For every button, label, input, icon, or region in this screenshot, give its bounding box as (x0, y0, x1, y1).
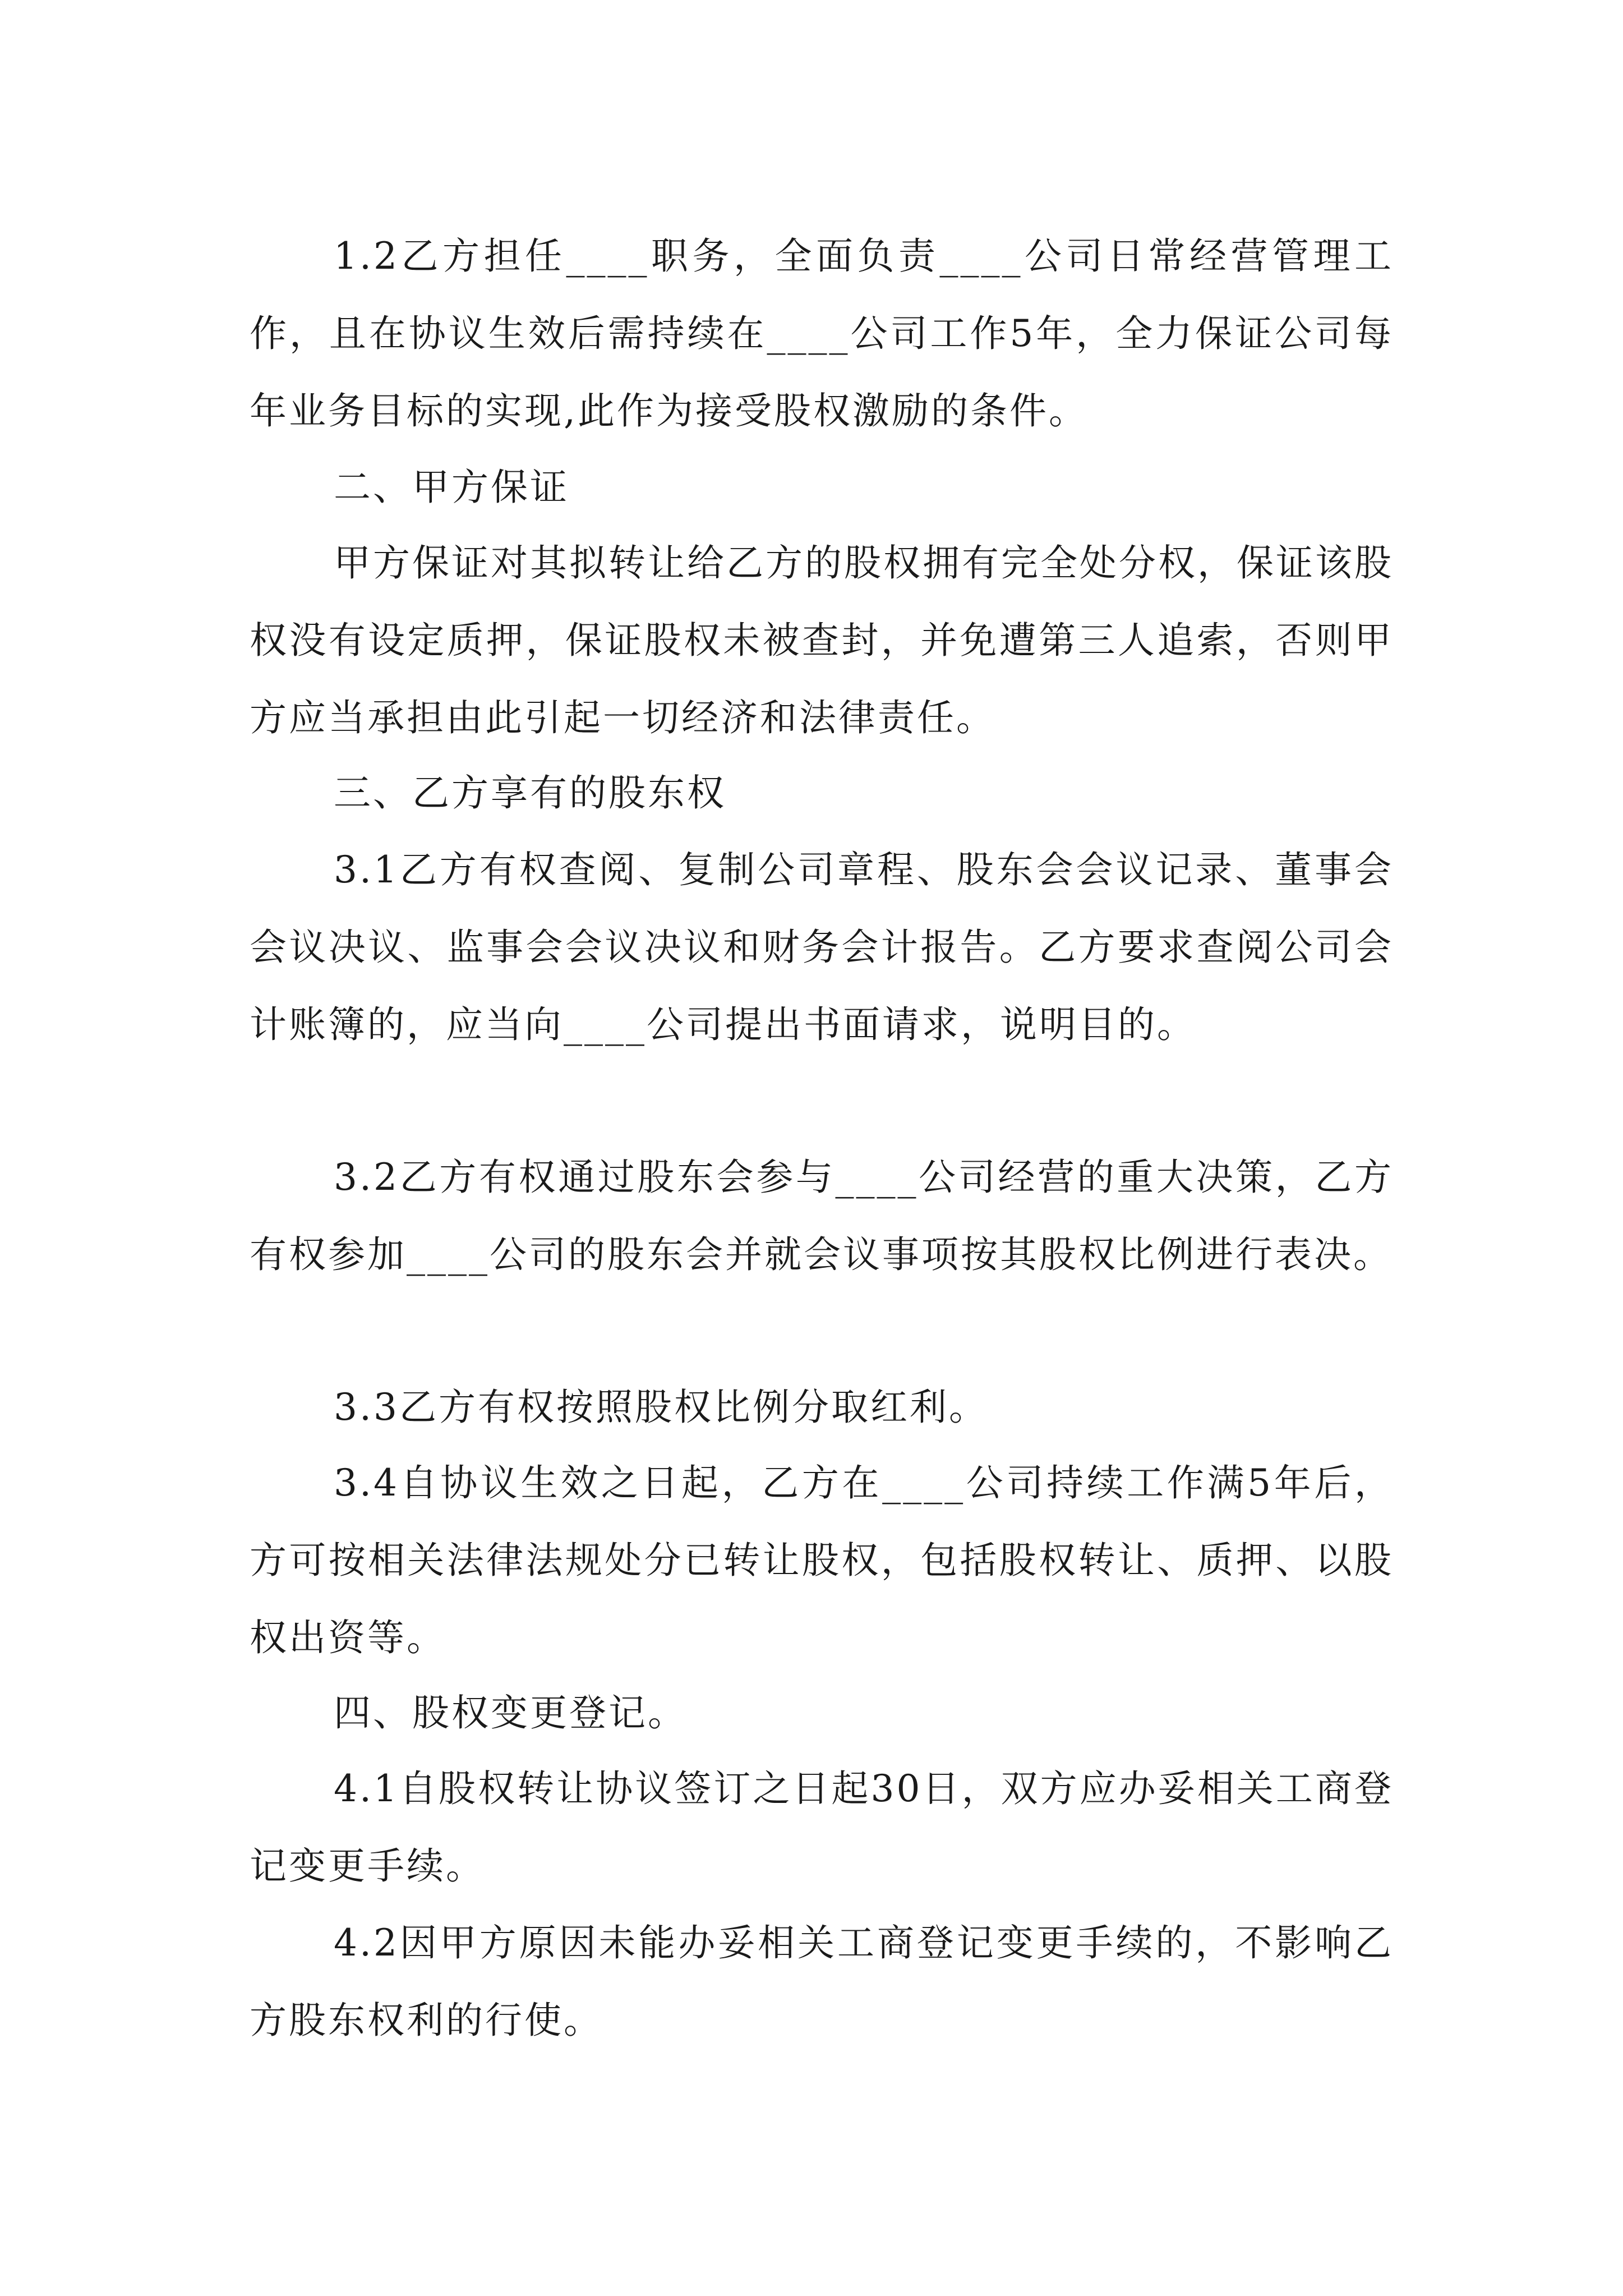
clause-4-1-paragraph: 4.1自股权转让协议签订之日起30日，双方应办妥相关工商登记变更手续。 (250, 1767, 1394, 1888)
clause-3-4-paragraph: 3.4自协议生效之日起，乙方在____公司持续工作满5年后，方可按相关法律法规处分已转让股权，包括股权转让、质押、以股权出资等。 (250, 1461, 1394, 1659)
clause-3-3-paragraph: 3.3乙方有权按照股权比例分取红利。 (334, 1386, 988, 1429)
clause-4-2-paragraph: 4.2因甲方原因未能办妥相关工商登记变更手续的，不影响乙方股东权利的行使。 (250, 1921, 1394, 2042)
section-2-heading: 二、甲方保证 (334, 466, 569, 509)
clause-3-2-paragraph: 3.2乙方有权通过股东会参与____公司经营的重大决策，乙方有权参加____公司的股东会并就会议事项按其股权比例进行表决。 (250, 1156, 1394, 1276)
section-2-paragraph: 甲方保证对其拟转让给乙方的股权拥有完全处分权，保证该股权没有设定质押，保证股权未被查封，并免遭第三人追索，否则甲方应当承担由此引起一切经济和法律责任。 (250, 541, 1394, 739)
section-3-heading: 三、乙方享有的股东权 (334, 771, 726, 815)
section-4-heading: 四、股权变更登记。 (334, 1691, 687, 1734)
clause-3-1-paragraph: 3.1乙方有权查阅、复制公司章程、股东会会议记录、董事会会议决议、监事会会议决议和财务会计报告。乙方要求查阅公司会计账簿的，应当向____公司提出书面请求，说明目的。 (250, 848, 1394, 1046)
clause-1-2-paragraph: 1.2乙方担任____职务，全面负责____公司日常经营管理工作，且在协议生效后需持续在____公司工作5年，全力保证公司每年业务目标的实现,此作为接受股权激励的条件。 (250, 234, 1394, 432)
